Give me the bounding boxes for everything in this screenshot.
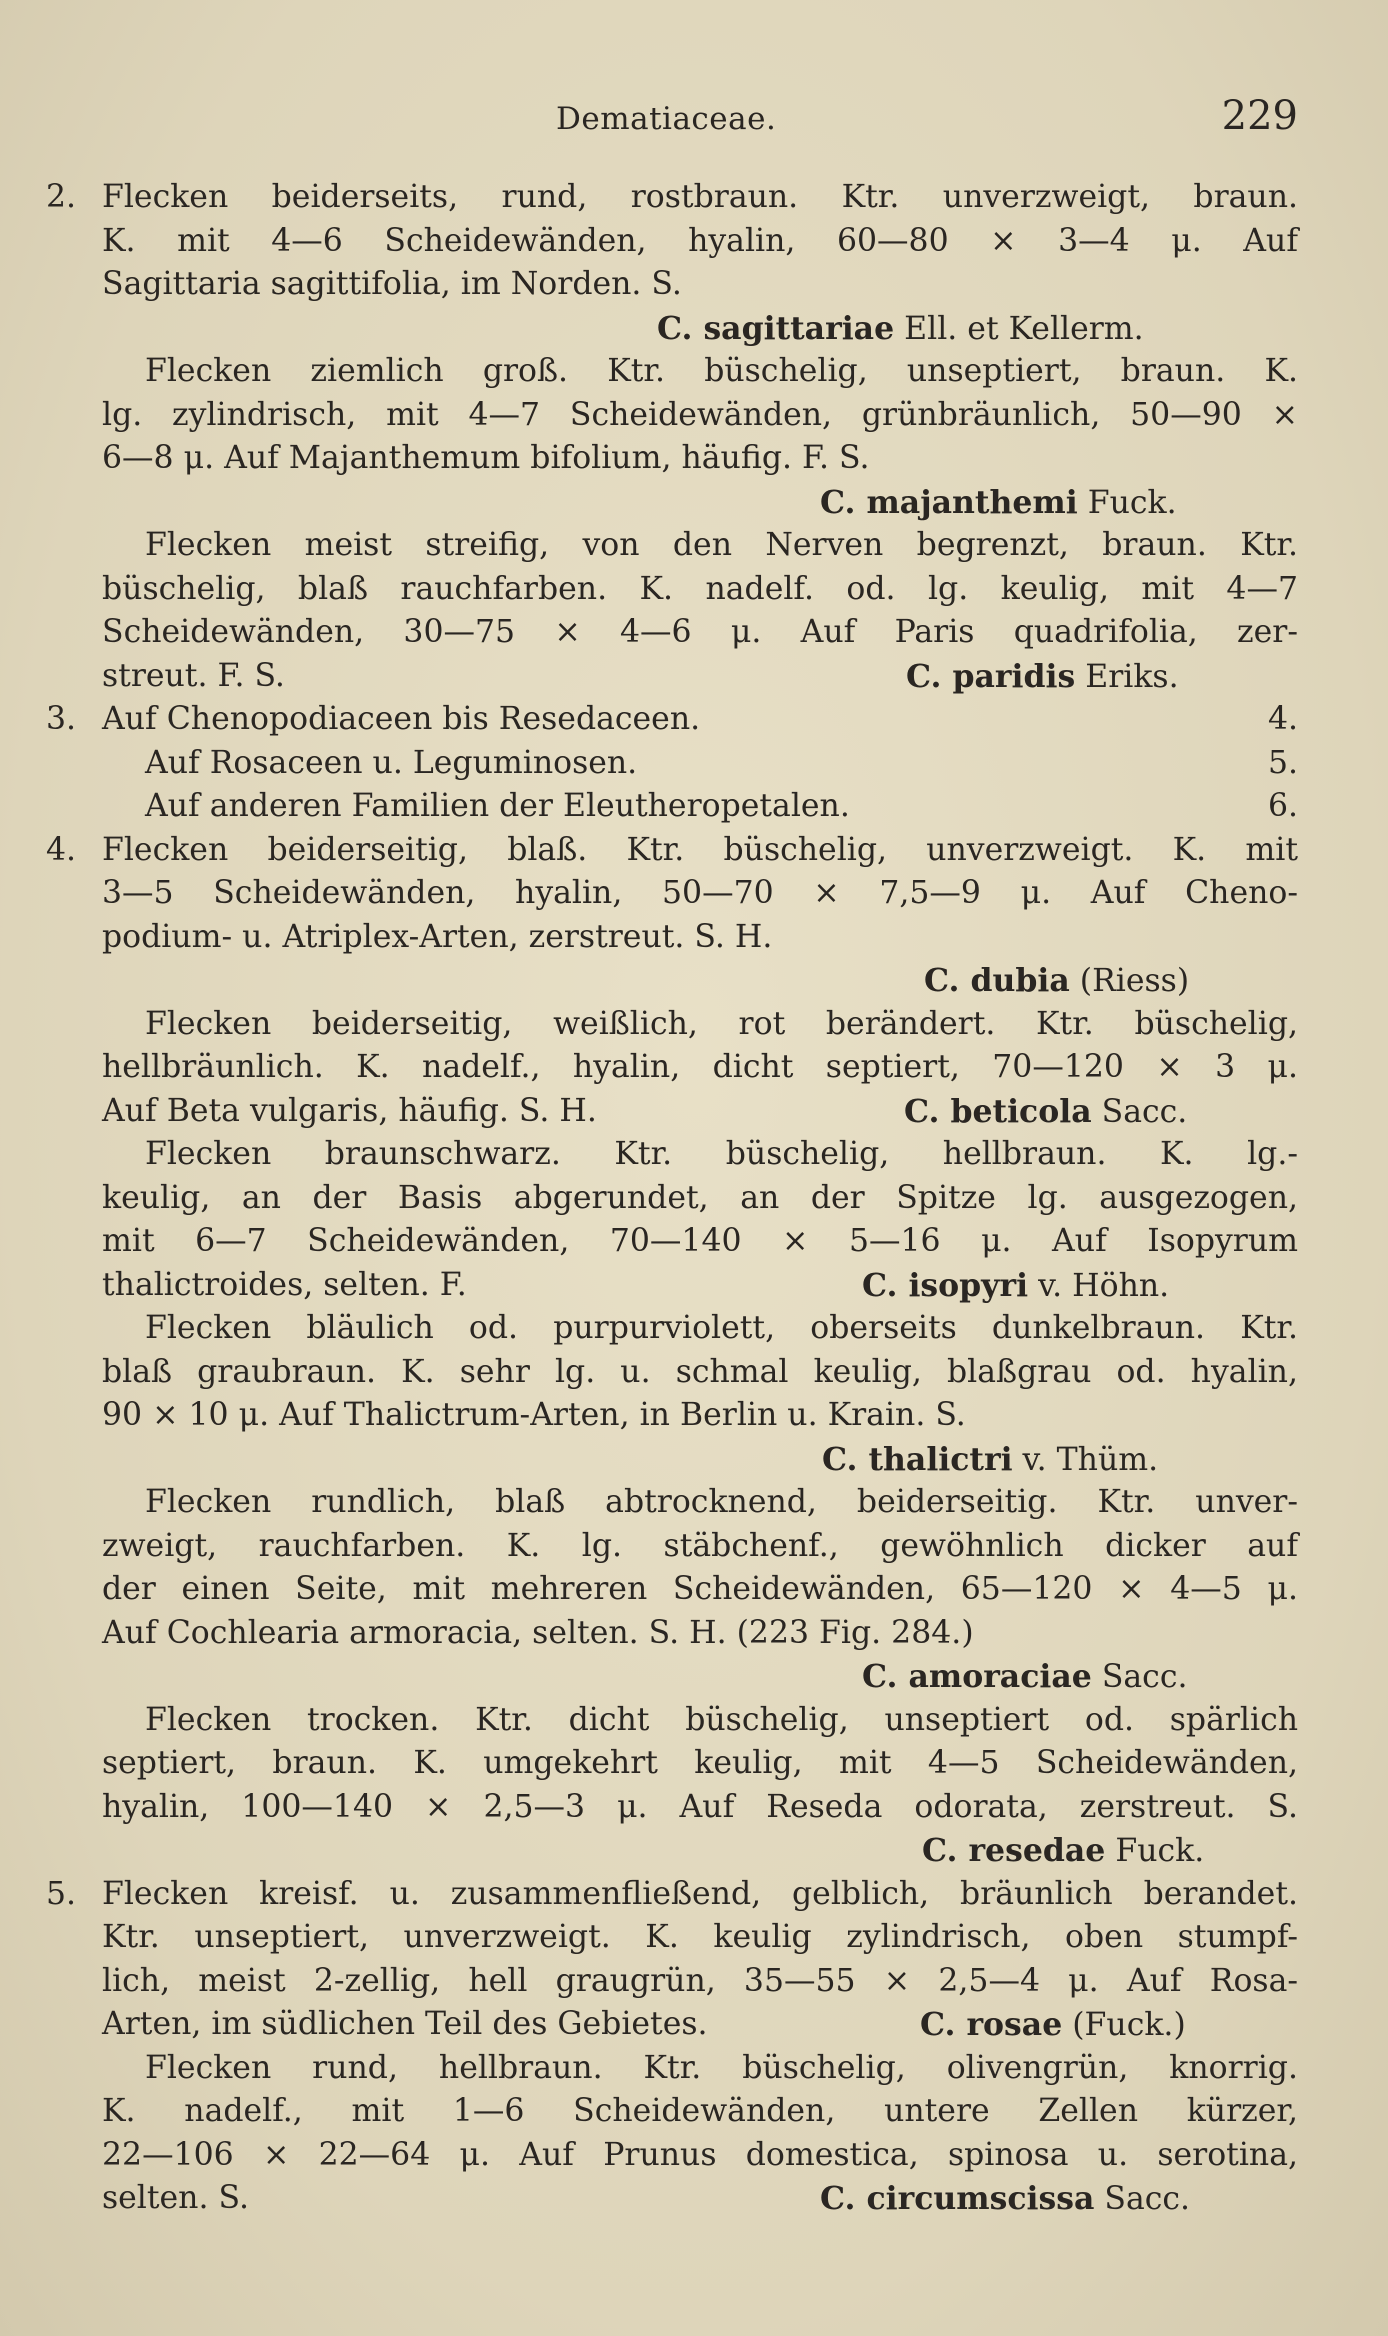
- line-text: 3—5 Scheidewänden, hyalin, 50—70 × 7,5—9 μ. Auf Cheno-: [102, 875, 1298, 911]
- species-name: C. dubia: [924, 962, 1070, 999]
- line-text: blaß graubraun. K. sehr lg. u. schmal keulig, blaßgrau od. hyalin,: [102, 1353, 1298, 1390]
- text-line: [0, 1090, 1388, 1134]
- text-line: [0, 2134, 1388, 2178]
- species-line: [0, 1655, 1388, 1699]
- text-line: [0, 2003, 1388, 2047]
- text-line: [0, 1046, 1388, 1090]
- text-line: [0, 1612, 1388, 1656]
- species-author: Sacc.: [1091, 1659, 1188, 1695]
- text-line: [0, 1177, 1388, 1221]
- text-line: [0, 1220, 1388, 1264]
- text-line: [0, 785, 1388, 829]
- couplet-number: 3.: [46, 701, 77, 737]
- lead-target-number: 4.: [1267, 701, 1298, 737]
- line-text: K. nadelf., mit 1—6 Scheidewänden, untere Zellen kürzer,: [102, 2093, 1298, 2129]
- species-name: C. isopyri: [862, 1266, 1029, 1304]
- text-line: [0, 263, 1388, 307]
- species-name: C. resedae: [922, 1832, 1106, 1869]
- species-author: Sacc.: [1094, 2181, 1191, 2217]
- line-text: Flecken ziemlich groß. Ktr. büschelig, unseptiert, braun. K.: [145, 353, 1298, 389]
- line-text: zweigt, rauchfarben. K. lg. stäbchenf., gewöhnlich dicker auf: [102, 1527, 1298, 1564]
- line-text: 22—106 × 22—64 μ. Auf Prunus domestica, spinosa u. serotina,: [102, 2136, 1298, 2173]
- key-text: [0, 176, 1388, 2221]
- line-text: Flecken beiderseitig, weißlich, rot berändert. Ktr. büschelig,: [145, 1005, 1298, 1042]
- text-line: [0, 1351, 1388, 1395]
- page-number: 229: [1221, 93, 1298, 139]
- text-line: [0, 1525, 1388, 1569]
- species-name: C. rosae: [920, 2006, 1063, 2043]
- text-line: [0, 698, 1388, 742]
- line-text: büschelig, blaß rauchfarben. K. nadelf. od. lg. keulig, mit 4—7: [102, 570, 1298, 607]
- line-text: Auf Chenopodiaceen bis Resedaceen.: [102, 701, 701, 737]
- species-citation: [920, 2003, 1186, 2048]
- species-name: C. amoraciae: [862, 1658, 1092, 1695]
- line-text: Auf Cochlearia armoracia, selten. S. H. (223 Fig. 284.): [102, 1614, 974, 1651]
- page-header: [0, 93, 1388, 149]
- line-text: K. mit 4—6 Scheidewänden, hyalin, 60—80 × 3—4 μ. Auf: [102, 222, 1298, 259]
- species-author: (Riess): [1069, 963, 1190, 999]
- text-line: [0, 394, 1388, 438]
- species-name: C. beticola: [904, 1092, 1092, 1130]
- species-citation: [822, 1438, 1158, 1483]
- line-text: selten. S.: [102, 2180, 249, 2216]
- species-line: [0, 1829, 1388, 1873]
- line-text: mit 6—7 Scheidewänden, 70—140 × 5—16 μ. Auf Isopyrum: [102, 1223, 1298, 1259]
- lead-target-number: 6.: [1267, 788, 1298, 824]
- species-author: v. Höhn.: [1028, 1267, 1170, 1304]
- text-line: [0, 829, 1388, 873]
- species-name: C. thalictri: [822, 1440, 1013, 1478]
- species-citation: [657, 307, 1144, 352]
- line-text: Auf Beta vulgaris, häufig. S. H.: [102, 1092, 597, 1129]
- line-text: Ktr. unseptiert, unverzweigt. K. keulig zylindrisch, oben stumpf-: [102, 1919, 1298, 1955]
- text-line: [0, 1916, 1388, 1960]
- text-line: [0, 1394, 1388, 1438]
- line-text: keulig, an der Basis abgerundet, an der Spitze lg. ausgezogen,: [102, 1179, 1298, 1216]
- text-line: [0, 2090, 1388, 2134]
- text-line: [0, 176, 1388, 220]
- species-citation: [906, 655, 1179, 700]
- line-text: lich, meist 2-zellig, hell graugrün, 35—55 × 2,5—4 μ. Auf Rosa-: [102, 1962, 1298, 1999]
- species-line: [0, 959, 1388, 1003]
- species-name: C. paridis: [906, 657, 1076, 695]
- line-text: Flecken rundlich, blaß abtrocknend, beiderseitig. Ktr. unver-: [145, 1484, 1298, 1520]
- species-citation: [924, 959, 1189, 1004]
- species-author: Fuck.: [1077, 484, 1177, 521]
- line-text: hyalin, 100—140 × 2,5—3 μ. Auf Reseda odorata, zerstreut. S.: [102, 1788, 1298, 1825]
- line-text: podium- u. Atriplex-Arten, zerstreut. S. H.: [102, 918, 773, 955]
- species-citation: [820, 481, 1177, 526]
- line-text: septiert, braun. K. umgekehrt keulig, mit 4—5 Scheidewänden,: [102, 1745, 1298, 1781]
- species-author: (Fuck.): [1062, 2007, 1186, 2043]
- line-text: Flecken kreisf. u. zusammenfließend, gelblich, bräunlich berandet.: [102, 1875, 1298, 1912]
- line-text: hellbräunlich. K. nadelf., hyalin, dicht septiert, 70—120 × 3 μ.: [102, 1049, 1298, 1085]
- species-line: [0, 307, 1388, 351]
- line-text: 6—8 μ. Auf Majanthemum bifolium, häufig. F. S.: [102, 440, 870, 476]
- line-text: Flecken rund, hellbraun. Ktr. büschelig, olivengrün, knorrig.: [145, 2049, 1298, 2086]
- text-line: [0, 1699, 1388, 1743]
- line-text: der einen Seite, mit mehreren Scheidewänden, 65—120 × 4—5 μ.: [102, 1571, 1298, 1607]
- line-text: Flecken beiderseitig, blaß. Ktr. büschelig, unverzweigt. K. mit: [102, 831, 1298, 868]
- line-text: Auf anderen Familien der Eleutheropetalen.: [145, 788, 850, 824]
- line-text: Flecken bläulich od. purpurviolett, oberseits dunkelbraun. Ktr.: [145, 1310, 1298, 1346]
- line-text: Flecken meist streifig, von den Nerven begrenzt, braun. Ktr.: [145, 527, 1298, 563]
- species-name: C. majanthemi: [820, 483, 1078, 521]
- line-text: 90 × 10 μ. Auf Thalictrum-Arten, in Berlin u. Krain. S.: [102, 1397, 966, 1433]
- text-line: [0, 1873, 1388, 1917]
- line-text: Sagittaria sagittifolia, im Norden. S.: [102, 266, 682, 302]
- species-line: [0, 1438, 1388, 1482]
- species-author: Fuck.: [1105, 1833, 1205, 1869]
- text-line: [0, 350, 1388, 394]
- species-author: Ell. et Kellerm.: [894, 310, 1144, 347]
- species-citation: [922, 1829, 1204, 1874]
- line-text: Flecken beiderseits, rund, rostbraun. Ktr. unverzweigt, braun.: [102, 179, 1298, 215]
- text-line: [0, 742, 1388, 786]
- text-line: [0, 1742, 1388, 1786]
- text-line: [0, 2177, 1388, 2221]
- text-line: [0, 220, 1388, 264]
- text-line: [0, 1003, 1388, 1047]
- text-line: [0, 1786, 1388, 1830]
- species-citation: [820, 2177, 1190, 2222]
- text-line: [0, 524, 1388, 568]
- text-line: [0, 1133, 1388, 1177]
- line-text: streut. F. S.: [102, 657, 285, 694]
- text-line: [0, 1481, 1388, 1525]
- text-line: [0, 568, 1388, 612]
- species-author: Eriks.: [1075, 658, 1179, 695]
- species-line: [0, 481, 1388, 525]
- text-line: [0, 1568, 1388, 1612]
- species-citation: [862, 1655, 1187, 1700]
- species-name: C. sagittariae: [657, 309, 895, 347]
- species-citation: [862, 1264, 1169, 1309]
- line-text: Arten, im südlichen Teil des Gebietes.: [102, 2006, 708, 2042]
- lead-target-number: 5.: [1267, 744, 1298, 781]
- text-line: [0, 611, 1388, 655]
- text-line: [0, 1264, 1388, 1308]
- couplet-number: 2.: [46, 179, 77, 215]
- line-text: Flecken braunschwarz. Ktr. büschelig, hellbraun. K. lg.-: [145, 1136, 1298, 1172]
- text-line: [0, 1960, 1388, 2004]
- species-name: C. circumscissa: [820, 2180, 1095, 2217]
- text-line: [0, 655, 1388, 699]
- species-citation: [904, 1090, 1187, 1135]
- line-text: Flecken trocken. Ktr. dicht büschelig, unseptiert od. spärlich: [145, 1701, 1298, 1738]
- text-line: [0, 1307, 1388, 1351]
- text-line: [0, 2047, 1388, 2091]
- species-author: Sacc.: [1091, 1093, 1188, 1130]
- text-line: [0, 872, 1388, 916]
- line-text: Auf Rosaceen u. Leguminosen.: [145, 744, 638, 781]
- line-text: thalictroides, selten. F.: [102, 1266, 467, 1303]
- couplet-number: 5.: [46, 1875, 77, 1912]
- species-author: v. Thüm.: [1012, 1441, 1159, 1478]
- line-text: lg. zylindrisch, mit 4—7 Scheidewänden, grünbräunlich, 50—90 ×: [102, 396, 1298, 433]
- text-line: [0, 437, 1388, 481]
- running-head: Dematiaceae.: [556, 101, 777, 137]
- line-text: Scheidewänden, 30—75 × 4—6 μ. Auf Paris quadrifolia, zer-: [102, 614, 1298, 650]
- text-line: [0, 916, 1388, 960]
- couplet-number: 4.: [46, 831, 77, 868]
